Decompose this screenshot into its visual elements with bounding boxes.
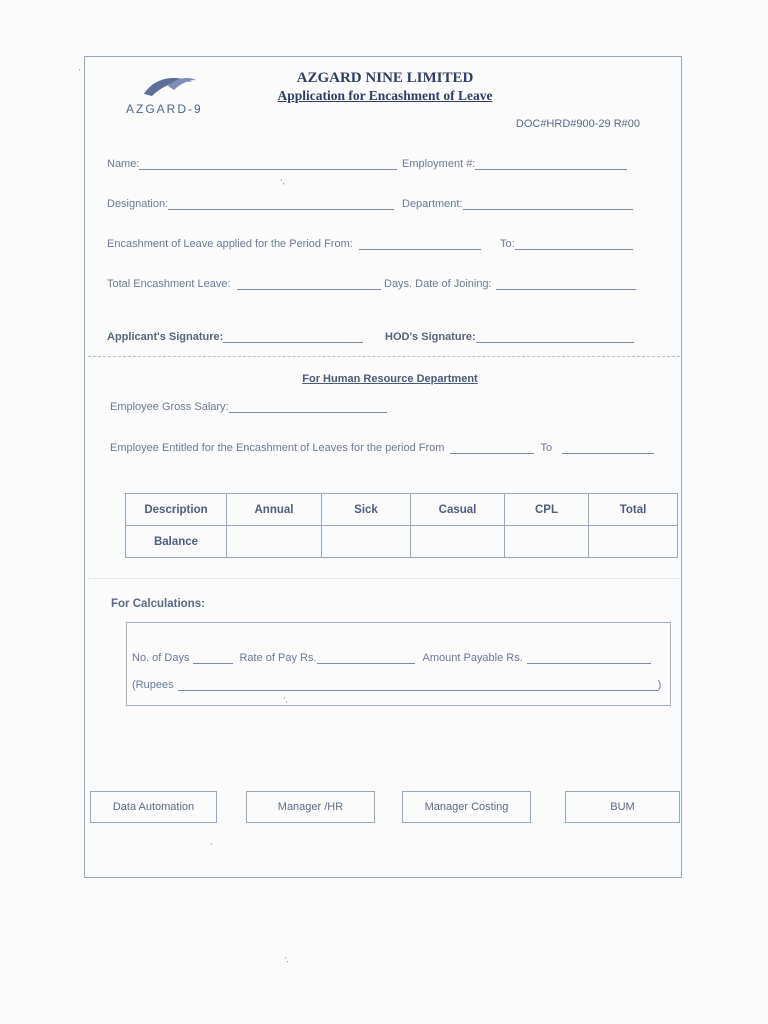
hod-signature-field[interactable]	[476, 333, 634, 343]
department-label: Department:	[402, 198, 463, 210]
form-border	[84, 56, 682, 878]
rupees-field[interactable]	[178, 681, 658, 691]
total-leave-field[interactable]	[237, 280, 381, 290]
balance-casual-cell[interactable]	[411, 526, 505, 558]
name-label: Name:	[107, 158, 140, 170]
joining-field[interactable]	[496, 280, 636, 290]
manager-hr-box[interactable]	[246, 791, 375, 823]
rupees-row	[132, 679, 661, 691]
scan-speck: ‧ˎ	[280, 176, 286, 185]
designation-field[interactable]	[168, 200, 394, 210]
col-total: Total	[589, 494, 678, 526]
gross-salary-label: Employee Gross Salary:	[110, 401, 229, 413]
period-to-row	[500, 238, 633, 250]
employment-field[interactable]	[475, 160, 627, 170]
rate-field[interactable]	[317, 654, 415, 664]
period-to-label: To:	[500, 238, 515, 250]
joining-label: Days. Date of Joining:	[384, 278, 492, 290]
leave-balance-table	[125, 493, 678, 558]
days-field[interactable]	[193, 654, 233, 664]
bum-label: BUM	[610, 801, 635, 813]
entitled-from-label: Employee Entitled for the Encashment of Leaves for the period From	[110, 442, 445, 454]
designation-row	[107, 198, 394, 210]
scan-speck: ˈ	[78, 68, 81, 77]
rate-label: Rate of Pay Rs.	[239, 652, 317, 664]
amount-label: Amount Payable Rs.	[422, 652, 523, 664]
hod-signature-label: HOD's Signature:	[385, 331, 476, 343]
applicant-signature-field[interactable]	[223, 333, 363, 343]
balance-label: Balance	[126, 526, 227, 558]
gross-salary-field[interactable]	[229, 403, 387, 413]
col-annual: Annual	[227, 494, 322, 526]
employment-row	[402, 158, 627, 170]
entitled-to-label: To	[540, 442, 553, 454]
name-field[interactable]	[139, 160, 397, 170]
calculations-box	[126, 622, 671, 706]
total-leave-label: Total Encashment Leave:	[107, 278, 231, 290]
balance-sick-cell[interactable]	[322, 526, 411, 558]
data-automation-label: Data Automation	[112, 801, 195, 813]
table-header-row	[126, 494, 678, 526]
balance-cpl-cell[interactable]	[505, 526, 589, 558]
total-leave-row	[107, 278, 381, 290]
logo-swoosh-icon	[140, 72, 200, 100]
entitled-row	[110, 442, 654, 454]
col-description: Description	[126, 494, 227, 526]
logo-wordmark: AZGARD-9	[126, 102, 203, 116]
scan-speck: ‧ˎ	[284, 954, 290, 963]
data-automation-box[interactable]	[90, 791, 217, 823]
calc-row	[132, 652, 651, 664]
period-to-field[interactable]	[515, 240, 633, 250]
balance-total-cell[interactable]	[589, 526, 678, 558]
employment-label: Employment #:	[402, 158, 476, 170]
manager-hr-label: Manager /HR	[277, 801, 344, 813]
days-label: No. of Days	[132, 652, 190, 664]
company-name: AZGARD NINE LIMITED	[296, 70, 474, 86]
manager-costing-box[interactable]	[402, 791, 531, 823]
scan-speck: ‧	[210, 840, 213, 849]
form-title: Application for Encashment of Leave	[277, 88, 493, 103]
section-divider	[88, 356, 680, 357]
name-row	[107, 158, 397, 170]
balance-annual-cell[interactable]	[227, 526, 322, 558]
company-logo	[120, 72, 230, 122]
rupees-close-label: )	[657, 679, 662, 691]
entitled-to-field[interactable]	[562, 444, 654, 454]
col-cpl: CPL	[505, 494, 589, 526]
gross-salary-row	[110, 401, 387, 413]
period-row	[107, 238, 481, 250]
col-casual: Casual	[411, 494, 505, 526]
period-from-field[interactable]	[359, 240, 481, 250]
applicant-signature-row	[107, 331, 363, 343]
scan-speck: ‧ˎ	[283, 694, 289, 703]
document-code: DOC#HRD#900-29 R#00	[515, 118, 640, 130]
table-row	[126, 526, 678, 558]
bum-box[interactable]	[565, 791, 680, 823]
entitled-from-field[interactable]	[450, 444, 534, 454]
faint-divider	[88, 578, 680, 579]
col-sick: Sick	[322, 494, 411, 526]
designation-label: Designation:	[107, 198, 169, 210]
department-field[interactable]	[463, 200, 633, 210]
manager-costing-label: Manager Costing	[424, 801, 509, 813]
applicant-signature-label: Applicant's Signature:	[107, 331, 224, 343]
hr-section-title: For Human Resource Department	[302, 373, 478, 385]
calculations-label: For Calculations:	[111, 598, 205, 610]
joining-row	[384, 278, 636, 290]
hod-signature-row	[385, 331, 634, 343]
amount-field[interactable]	[527, 654, 651, 664]
period-from-label: Encashment of Leave applied for the Period From:	[107, 238, 353, 250]
department-row	[402, 198, 633, 210]
rupees-open-label: (Rupees	[132, 679, 174, 691]
